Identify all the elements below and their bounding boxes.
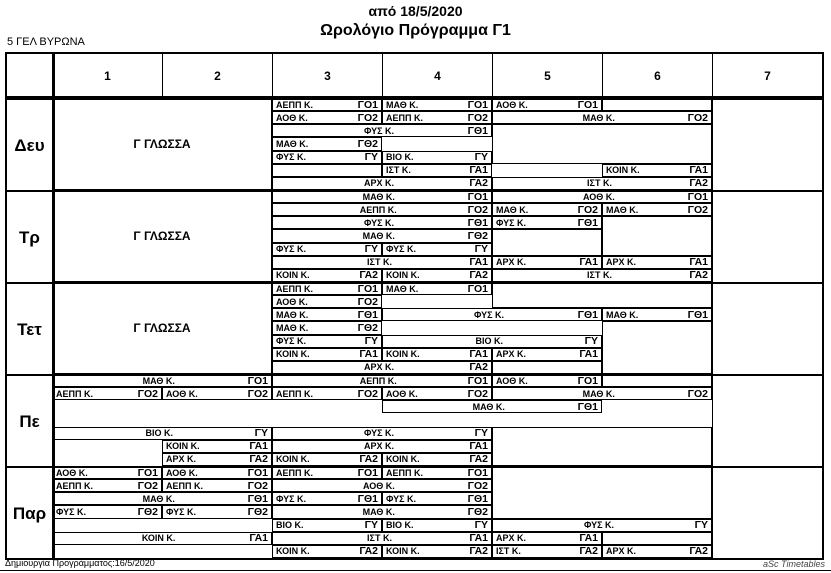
lesson-subject: ΑΕΠΠ Κ. — [386, 112, 424, 123]
lesson-group: ΓΘ2 — [467, 229, 488, 242]
period-header-1: 1 — [52, 54, 162, 98]
lesson-group: ΓΟ2 — [467, 387, 488, 400]
lesson-cell — [492, 519, 712, 532]
lesson-group: ΓΟ1 — [577, 374, 598, 387]
empty-cell — [492, 229, 602, 255]
lesson-cell — [602, 164, 712, 177]
lesson-subject: ΜΑΘ Κ. — [276, 138, 309, 149]
lesson-group: ΓΟ1 — [137, 466, 158, 479]
lesson-group: ΓΟ2 — [467, 479, 488, 492]
lesson-group: ΓΟ1 — [467, 98, 488, 111]
empty-cell — [602, 216, 712, 255]
lesson-subject: ΙΣΤ Κ. — [587, 178, 612, 189]
lesson-group: ΓΥ — [364, 151, 378, 164]
lesson-cell — [272, 190, 492, 203]
lesson-group: ΓΑ2 — [469, 269, 488, 282]
lesson-cell — [382, 111, 492, 124]
lesson-group: ΓΑ2 — [359, 269, 378, 282]
lesson-cell — [272, 295, 382, 308]
lesson-group: ΓΘ1 — [687, 308, 708, 321]
lesson-subject: ΙΣΤ Κ. — [386, 165, 411, 176]
lesson-group: ΓΘ1 — [577, 308, 598, 321]
lesson-subject: ΒΙΟ Κ. — [386, 152, 414, 163]
lesson-cell — [52, 505, 162, 518]
lesson-group: ΓΥ — [364, 335, 378, 348]
lesson-group: ΓΑ2 — [249, 453, 268, 466]
lesson-group: ΓΘ1 — [577, 216, 598, 229]
lesson-subject: ΒΙΟ Κ. — [475, 336, 504, 347]
empty-cell — [492, 124, 712, 163]
lesson-cell — [382, 98, 492, 111]
lesson-cell — [52, 427, 272, 440]
lesson-group: ΓΟ2 — [577, 203, 598, 216]
period-header-row — [7, 54, 822, 98]
lesson-cell — [162, 466, 272, 479]
lesson-cell — [272, 519, 382, 532]
lesson-subject: ΑΟΘ Κ. — [582, 191, 615, 202]
lesson-group: ΓΑ2 — [689, 545, 708, 558]
lesson-subject: ΑΡΧ Κ. — [496, 349, 527, 360]
lesson-subject: ΒΙΟ Κ. — [386, 520, 414, 531]
lesson-group: ΓΑ2 — [579, 545, 598, 558]
lesson-group: ΓΟ1 — [577, 98, 598, 111]
empty-cell — [492, 282, 712, 308]
lesson-group: ΓΟ1 — [247, 466, 268, 479]
lesson-cell — [52, 374, 272, 387]
lesson-cell — [492, 111, 712, 124]
lesson-subject: ΦΥΣ Κ. — [363, 125, 395, 136]
lesson-cell — [272, 335, 382, 348]
day-label: Παρ — [12, 504, 47, 523]
empty-cell — [492, 361, 602, 374]
day-label: Δευ — [14, 136, 45, 155]
lesson-subject: ΙΣΤ Κ. — [367, 257, 392, 268]
footer-created: Δημιουργία Προγράμματος:16/5/2020 — [5, 558, 155, 568]
lesson-cell — [162, 479, 272, 492]
lesson-group: ΓΑ2 — [689, 269, 708, 282]
lesson-cell — [272, 216, 492, 229]
lesson-group: ΓΟ2 — [687, 387, 708, 400]
footer-brand: aSc Timetables — [763, 559, 825, 569]
lesson-subject: ΑΟΘ Κ. — [496, 99, 528, 110]
lesson-cell — [382, 348, 492, 361]
lesson-subject: ΜΑΘ Κ. — [606, 309, 639, 320]
lesson-subject: ΦΥΣ Κ. — [56, 506, 87, 517]
lesson-subject: ΜΑΘ Κ. — [142, 375, 175, 386]
lesson-group: ΓΟ2 — [357, 387, 378, 400]
lesson-subject: Γ ΓΛΩΣΣΑ — [133, 137, 191, 151]
period-header-3: 3 — [272, 54, 382, 98]
lesson-subject: ΜΑΘ Κ. — [142, 493, 175, 504]
lesson-group: ΓΘ2 — [247, 505, 268, 518]
lesson-group: ΓΑ1 — [249, 440, 268, 453]
lesson-group: ΓΥ — [474, 427, 488, 440]
lesson-subject: ΚΟΙΝ Κ. — [386, 454, 420, 465]
lesson-cell — [602, 308, 712, 321]
lesson-cell — [382, 466, 492, 479]
period-header-4: 4 — [382, 54, 492, 98]
lesson-cell — [272, 243, 382, 256]
lesson-cell — [272, 427, 492, 440]
lesson-cell — [382, 453, 492, 466]
lesson-group: ΓΑ2 — [469, 177, 488, 190]
day-label: Πε — [19, 412, 40, 431]
lesson-group: ΓΑ2 — [469, 453, 488, 466]
school-name: 5 ΓΕΛ ΒΥΡΩΝΑ — [7, 36, 85, 48]
lesson-cell — [382, 282, 492, 295]
lesson-group: ΓΥ — [474, 151, 488, 164]
lesson-cell — [52, 190, 272, 282]
lesson-cell — [272, 532, 492, 545]
lesson-cell — [272, 361, 492, 374]
lesson-cell — [382, 545, 492, 558]
lesson-subject: ΑΡΧ Κ. — [166, 454, 197, 465]
lesson-group: ΓΑ1 — [689, 164, 708, 177]
lesson-group: ΓΑ1 — [579, 256, 598, 269]
lesson-cell — [382, 269, 492, 282]
lesson-group: ΓΥ — [254, 427, 268, 440]
lesson-group: ΓΥ — [474, 519, 488, 532]
lesson-group: ΓΑ1 — [249, 532, 268, 545]
lesson-group: ΓΘ1 — [467, 216, 488, 229]
lesson-cell — [602, 545, 712, 558]
lesson-cell — [162, 440, 272, 453]
lesson-subject: ΚΟΙΝ Κ. — [276, 270, 310, 281]
period-header-2: 2 — [162, 54, 272, 98]
lesson-group: ΓΥ — [584, 335, 598, 348]
lesson-group: ΓΟ1 — [357, 282, 378, 295]
lesson-subject: ΑΕΠΠ Κ. — [56, 480, 94, 491]
date-line: από 18/5/2020 — [368, 3, 463, 19]
lesson-group: ΓΘ1 — [577, 400, 598, 413]
lesson-cell — [52, 532, 272, 545]
lesson-cell — [52, 282, 272, 374]
page-title: Ωρολόγιο Πρόγραμμα Γ1 — [320, 22, 511, 39]
lesson-cell — [382, 243, 492, 256]
lesson-group: ΓΘ1 — [467, 124, 488, 137]
lesson-cell — [272, 111, 382, 124]
lesson-subject: ΜΑΘ Κ. — [386, 283, 419, 294]
lesson-subject: ΚΟΙΝ Κ. — [276, 546, 310, 557]
lesson-group: ΓΑ1 — [359, 348, 378, 361]
lesson-group: ΓΑ1 — [689, 256, 708, 269]
lesson-subject: ΜΑΘ Κ. — [276, 309, 309, 320]
lesson-subject: ΜΑΘ Κ. — [582, 388, 615, 399]
lesson-group: ΓΟ1 — [467, 466, 488, 479]
lesson-subject: ΑΟΘ Κ. — [386, 388, 418, 399]
lesson-subject: ΚΟΙΝ Κ. — [606, 165, 640, 176]
lesson-group: ΓΘ1 — [467, 492, 488, 505]
lesson-subject: ΚΟΙΝ Κ. — [166, 441, 200, 452]
lesson-cell — [52, 98, 272, 190]
lesson-cell — [492, 348, 602, 361]
lesson-group: ΓΑ1 — [469, 348, 488, 361]
lesson-group: ΓΟ2 — [467, 111, 488, 124]
lesson-group: ΓΑ2 — [469, 545, 488, 558]
lesson-subject: ΑΕΠΠ Κ. — [359, 204, 397, 215]
lesson-subject: ΑΟΘ Κ. — [362, 480, 395, 491]
lesson-subject: ΦΥΣ Κ. — [363, 428, 395, 439]
lesson-subject: Γ ΓΛΩΣΣΑ — [133, 229, 191, 243]
lesson-cell — [492, 269, 712, 282]
lesson-group: ΓΑ2 — [359, 545, 378, 558]
lesson-subject: ΑΡΧ Κ. — [606, 257, 637, 268]
lesson-cell — [382, 519, 492, 532]
lesson-subject: ΜΑΘ Κ. — [276, 322, 309, 333]
lesson-cell — [52, 387, 162, 400]
lesson-subject: ΚΟΙΝ Κ. — [386, 270, 420, 281]
timetable-grid — [5, 52, 824, 560]
lesson-subject: ΦΥΣ Κ. — [473, 309, 505, 320]
lesson-group: ΓΘ2 — [357, 321, 378, 334]
lesson-subject: ΑΡΧ Κ. — [606, 546, 637, 557]
lesson-subject: ΑΡΧ Κ. — [496, 257, 527, 268]
lesson-cell — [272, 466, 382, 479]
lesson-cell — [382, 492, 492, 505]
lesson-subject: ΙΣΤ Κ. — [496, 546, 521, 557]
lesson-group: ΓΘ1 — [247, 492, 268, 505]
lesson-cell — [272, 137, 382, 150]
lesson-cell — [272, 321, 382, 334]
lesson-group: ΓΘ2 — [357, 137, 378, 150]
lesson-subject: ΜΑΘ Κ. — [362, 191, 395, 202]
lesson-subject: ΑΟΘ Κ. — [56, 467, 88, 478]
lesson-cell — [272, 545, 382, 558]
lesson-group: ΓΟ1 — [467, 190, 488, 203]
lesson-subject: ΦΥΣ Κ. — [276, 152, 307, 163]
lesson-subject: ΜΑΘ Κ. — [582, 112, 615, 123]
period-header-6: 6 — [602, 54, 712, 98]
lesson-group: ΓΟ2 — [137, 479, 158, 492]
lesson-subject: ΦΥΣ Κ. — [276, 336, 307, 347]
lesson-cell — [492, 256, 602, 269]
lesson-group: ΓΟ2 — [687, 203, 708, 216]
lesson-subject: ΜΑΘ Κ. — [362, 506, 395, 517]
lesson-cell — [492, 532, 602, 545]
day-label: Τρ — [19, 228, 40, 247]
lesson-subject: ΙΣΤ Κ. — [367, 533, 392, 544]
lesson-group: ΓΟ1 — [357, 98, 378, 111]
lesson-group: ΓΟ2 — [247, 387, 268, 400]
lesson-subject: ΚΟΙΝ Κ. — [386, 349, 420, 360]
empty-cell — [492, 427, 712, 466]
lesson-subject: ΜΑΘ Κ. — [472, 401, 505, 412]
lesson-subject: ΦΥΣ Κ. — [583, 520, 615, 531]
lesson-group: ΓΘ2 — [467, 505, 488, 518]
lesson-cell — [272, 203, 492, 216]
period-header-5: 5 — [492, 54, 602, 98]
empty-cell — [602, 98, 712, 111]
lesson-subject: ΚΟΙΝ Κ. — [276, 454, 310, 465]
lesson-group: ΓΥ — [364, 243, 378, 256]
lesson-cell — [52, 492, 272, 505]
lesson-subject: ΑΕΠΠ Κ. — [56, 388, 94, 399]
lesson-cell — [382, 308, 602, 321]
lesson-group: ΓΟ2 — [357, 111, 378, 124]
lesson-cell — [272, 440, 492, 453]
lesson-cell — [162, 387, 272, 400]
lesson-subject: ΑΟΘ Κ. — [276, 112, 308, 123]
lesson-subject: ΒΙΟ Κ. — [145, 428, 174, 439]
lesson-group: ΓΥ — [474, 243, 488, 256]
lesson-cell — [272, 124, 492, 137]
lesson-cell — [272, 308, 382, 321]
lesson-subject: ΑΟΘ Κ. — [166, 388, 198, 399]
lesson-subject: ΦΥΣ Κ. — [276, 244, 307, 255]
footer-rule — [0, 570, 831, 571]
day-label: Τετ — [17, 320, 42, 339]
lesson-subject: ΒΙΟ Κ. — [276, 520, 304, 531]
lesson-group: ΓΑ1 — [579, 532, 598, 545]
lesson-subject: ΦΥΣ Κ. — [276, 493, 307, 504]
lesson-subject: ΜΑΘ Κ. — [362, 230, 395, 241]
lesson-cell — [492, 545, 602, 558]
lesson-subject: ΑΡΧ Κ. — [363, 362, 395, 373]
lesson-subject: ΦΥΣ Κ. — [386, 493, 417, 504]
lesson-subject: ΜΑΘ Κ. — [606, 204, 639, 215]
lesson-subject: ΑΡΧ Κ. — [363, 441, 395, 452]
lesson-cell — [382, 387, 492, 400]
lesson-cell — [272, 348, 382, 361]
lesson-subject: ΦΥΣ Κ. — [363, 217, 395, 228]
lesson-subject: ΚΟΙΝ Κ. — [386, 546, 420, 557]
lesson-group: ΓΑ2 — [689, 177, 708, 190]
lesson-subject: ΑΟΘ Κ. — [496, 375, 528, 386]
lesson-group: ΓΟ2 — [137, 387, 158, 400]
lesson-cell — [492, 203, 602, 216]
empty-cell — [602, 374, 712, 387]
lesson-subject: ΙΣΤ Κ. — [587, 270, 612, 281]
lesson-cell — [272, 256, 492, 269]
lesson-subject: ΑΕΠΠ Κ. — [276, 283, 314, 294]
lesson-cell — [492, 190, 712, 203]
lesson-cell — [272, 229, 492, 242]
empty-cell — [272, 164, 382, 177]
lesson-group: ΓΟ1 — [357, 466, 378, 479]
lesson-cell — [492, 387, 712, 400]
lesson-group: ΓΟ1 — [687, 190, 708, 203]
lesson-subject: ΑΕΠΠ Κ. — [276, 388, 314, 399]
lesson-group: ΓΑ2 — [359, 453, 378, 466]
period-header-7: 7 — [712, 54, 822, 98]
lesson-cell — [272, 492, 382, 505]
lesson-group: ΓΑ1 — [469, 532, 488, 545]
lesson-group: ΓΑ1 — [579, 348, 598, 361]
lesson-cell — [162, 505, 272, 518]
lesson-cell — [272, 282, 382, 295]
lesson-group: ΓΥ — [694, 519, 708, 532]
lesson-cell — [492, 98, 602, 111]
lesson-subject: ΑΕΠΠ Κ. — [386, 467, 424, 478]
lesson-subject: ΚΟΙΝ Κ. — [276, 349, 310, 360]
lesson-group: ΓΘ1 — [357, 492, 378, 505]
lesson-cell — [602, 203, 712, 216]
lesson-cell — [382, 164, 492, 177]
empty-cell — [602, 532, 712, 545]
lesson-cell — [272, 505, 492, 518]
lesson-subject: ΜΑΘ Κ. — [386, 99, 419, 110]
lesson-group: ΓΑ1 — [469, 164, 488, 177]
lesson-subject: ΜΑΘ Κ. — [496, 204, 529, 215]
lesson-cell — [272, 453, 382, 466]
lesson-cell — [492, 216, 602, 229]
lesson-cell — [272, 479, 492, 492]
lesson-subject: ΑΟΘ Κ. — [166, 467, 198, 478]
lesson-cell — [602, 256, 712, 269]
lesson-cell — [52, 466, 162, 479]
lesson-group: ΓΟ2 — [467, 203, 488, 216]
lesson-subject: ΦΥΣ Κ. — [496, 217, 527, 228]
empty-cell — [602, 321, 712, 374]
lesson-subject: ΚΟΙΝ Κ. — [141, 533, 176, 544]
lesson-cell — [52, 479, 162, 492]
lesson-group: ΓΑ1 — [469, 256, 488, 269]
lesson-group: ΓΘ2 — [137, 505, 158, 518]
lesson-cell — [382, 335, 602, 348]
lesson-group: ΓΥ — [364, 519, 378, 532]
lesson-group: ΓΑ2 — [469, 361, 488, 374]
lesson-group: ΓΟ1 — [467, 374, 488, 387]
lesson-cell — [492, 177, 712, 190]
lesson-cell — [162, 453, 272, 466]
lesson-subject: Γ ΓΛΩΣΣΑ — [133, 321, 191, 335]
lesson-group: ΓΑ1 — [469, 440, 488, 453]
lesson-subject: ΑΡΧ Κ. — [496, 533, 527, 544]
lesson-subject: ΑΕΠΠ Κ. — [359, 375, 397, 386]
lesson-group: ΓΟ2 — [687, 111, 708, 124]
lesson-cell — [272, 269, 382, 282]
lesson-cell — [272, 177, 492, 190]
lesson-subject: ΑΕΠΠ Κ. — [276, 467, 314, 478]
lesson-cell — [272, 98, 382, 111]
lesson-cell — [272, 151, 382, 164]
lesson-group: ΓΟ2 — [247, 479, 268, 492]
lesson-group: ΓΟ1 — [247, 374, 268, 387]
lesson-subject: ΑΕΠΠ Κ. — [166, 480, 204, 491]
lesson-cell — [492, 374, 602, 387]
lesson-subject: ΑΟΘ Κ. — [276, 296, 308, 307]
lesson-group: ΓΟ2 — [357, 295, 378, 308]
lesson-cell — [382, 400, 602, 413]
lesson-subject: ΑΕΠΠ Κ. — [276, 99, 314, 110]
empty-cell — [492, 466, 712, 519]
lesson-cell — [272, 387, 382, 400]
lesson-group: ΓΘ1 — [357, 308, 378, 321]
lesson-subject: ΦΥΣ Κ. — [386, 244, 417, 255]
lesson-cell — [272, 374, 492, 387]
lesson-cell — [382, 151, 492, 164]
lesson-subject: ΑΡΧ Κ. — [363, 178, 395, 189]
lesson-subject: ΦΥΣ Κ. — [166, 506, 197, 517]
lesson-group: ΓΟ1 — [467, 282, 488, 295]
